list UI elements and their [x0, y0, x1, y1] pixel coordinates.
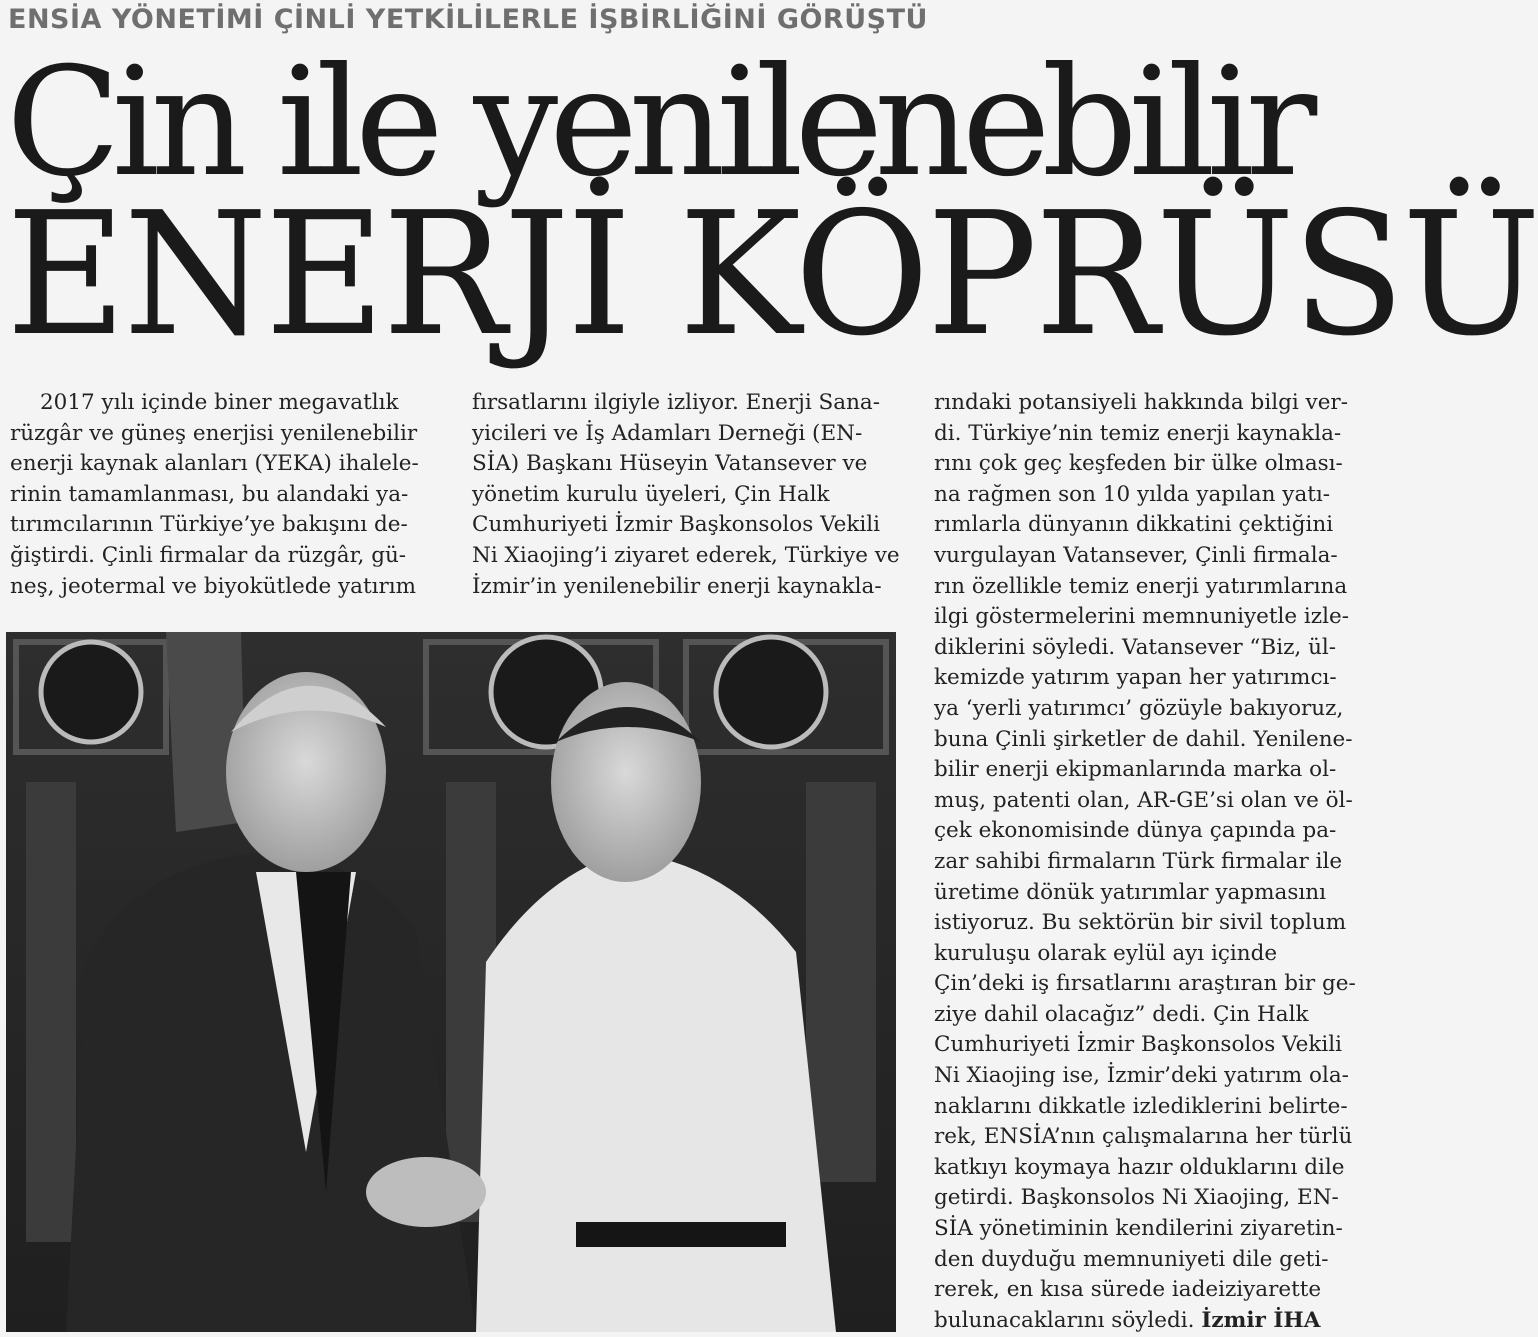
text-line: rındaki potansiyeli hakkında bilgi ver-: [934, 390, 1348, 415]
byline-signature: İzmir İHA: [1201, 1307, 1321, 1333]
article-column-2: [472, 388, 900, 602]
text-line: çek ekonomisinde dünya çapında pa-: [934, 818, 1337, 844]
headline-line-1: Çin ile yenilenebilir: [6, 36, 1309, 210]
text-line: diklerini söyledi. Vatansever “Biz, ül-: [934, 634, 1337, 660]
text-line: naklarını dikkatle izlediklerini belirte-: [934, 1093, 1348, 1119]
text-line: getirdi. Başkonsolos Ni Xiaojing, EN-: [934, 1185, 1339, 1211]
text-line: kuruluşu olarak eylül ayı içinde: [934, 940, 1278, 966]
text-line: katkıyı koymaya hazır olduklarını dile: [934, 1154, 1345, 1180]
text-line: yicileri ve İş Adamları Derneği (EN-: [472, 420, 863, 446]
text-line: üretime dönük yatırımlar yapmasını: [934, 879, 1326, 905]
text-line: yönetim kurulu üyeleri, Çin Halk: [472, 481, 830, 507]
text-line: rüzgâr ve güneş enerjisi yenilenebilir: [10, 420, 418, 446]
text-line: rını çok geç keşfeden bir ülke olması-: [934, 451, 1343, 477]
text-line: 2017 yılı içinde biner megavatlık: [40, 390, 399, 415]
text-line: Cumhuriyeti İzmir Başkonsolos Vekili: [934, 1032, 1343, 1058]
text-line: den duyduğu memnuniyeti dile geti-: [934, 1246, 1329, 1272]
text-line: tırımcılarının Türkiye’ye bakışını de-: [10, 512, 408, 538]
text-line: Ni Xiaojing ise, İzmir’deki yatırım ola-: [934, 1063, 1349, 1089]
text-line: Cumhuriyeti İzmir Başkonsolos Vekili: [472, 512, 881, 538]
text-line: na rağmen son 10 yılda yapılan yatı-: [934, 481, 1331, 507]
text-line: bilir enerji ekipmanlarında marka ol-: [934, 757, 1337, 783]
text-line: kemizde yatırım yapan her yatırımcı-: [934, 665, 1337, 691]
kicker-headline: ENSİA YÖNETİMİ ÇİNLİ YETKİLİLERLE İŞBİRLİĞİNİ GÖRÜŞTÜ: [8, 4, 928, 35]
text-line: Çin’deki iş fırsatlarını araştıran bir ge-: [934, 971, 1356, 997]
text-line: neş, jeotermal ve biyokütlede yatırım: [10, 573, 417, 599]
text-line: ilgi göstermelerini memnuniyetle izle-: [934, 604, 1349, 630]
text-line: enerji kaynak alanları (YEKA) ihalele-: [10, 451, 419, 477]
text-line: fırsatlarını ilgiyle izliyor. Enerji Sana-: [472, 390, 881, 415]
text-line: İzmir’in yenilenebilir enerji kaynakla-: [472, 573, 882, 599]
text-line: SİA yönetiminin kendilerini ziyaretin-: [934, 1216, 1343, 1242]
closing-text: bulunacaklarını söyledi.: [934, 1307, 1202, 1333]
text-line: rinin tamamlanması, bu alandaki ya-: [10, 481, 409, 507]
text-line: buna Çinli şirketler de dahil. Yenilene-: [934, 726, 1353, 752]
text-line: istiyoruz. Bu sektörün bir sivil toplum: [934, 910, 1347, 936]
medallion-3: [716, 637, 826, 747]
headline-line-2: ENERJİ KÖPRÜSÜ: [6, 176, 1538, 374]
text-line: rek, ENSİA’nın çalışmalarına her türlü: [934, 1124, 1353, 1150]
text-line: ziye dahil olacağız” dedi. Çin Halk: [934, 1001, 1309, 1027]
text-line: rın özellikle temiz enerji yatırımlarına: [934, 573, 1348, 599]
text-line: SİA) Başkanı Hüseyin Vatansever ve: [472, 451, 868, 477]
text-line: muş, patenti olan, AR-GE’si olan ve öl-: [934, 787, 1353, 813]
article-photo: [6, 632, 896, 1332]
text-line: di. Türkiye’nin temiz enerji kaynakla-: [934, 420, 1342, 446]
text-line: vurgulayan Vatansever, Çinli firmala-: [934, 542, 1338, 568]
text-line: rerek, en kısa sürede iadeiziyarette: [934, 1277, 1322, 1303]
text-line: ya ‘yerli yatırımcı’ gözüyle bakıyoruz,: [934, 695, 1344, 721]
article-column-1: [10, 388, 428, 602]
text-line: zar sahibi firmaların Türk firmalar ile: [934, 848, 1343, 874]
text-line-last: [934, 1306, 1364, 1337]
handshake: [366, 1157, 486, 1227]
text-line: ğiştirdi. Çinli firmalar da rüzgâr, gü-: [10, 542, 407, 568]
medallion-1: [41, 642, 141, 742]
article-column-3: [934, 388, 1364, 1336]
text-line: Ni Xiaojing’i ziyaret ederek, Türkiye ve: [472, 542, 900, 568]
text-line: rımlarla dünyanın dikkatini çektiğini: [934, 512, 1334, 538]
